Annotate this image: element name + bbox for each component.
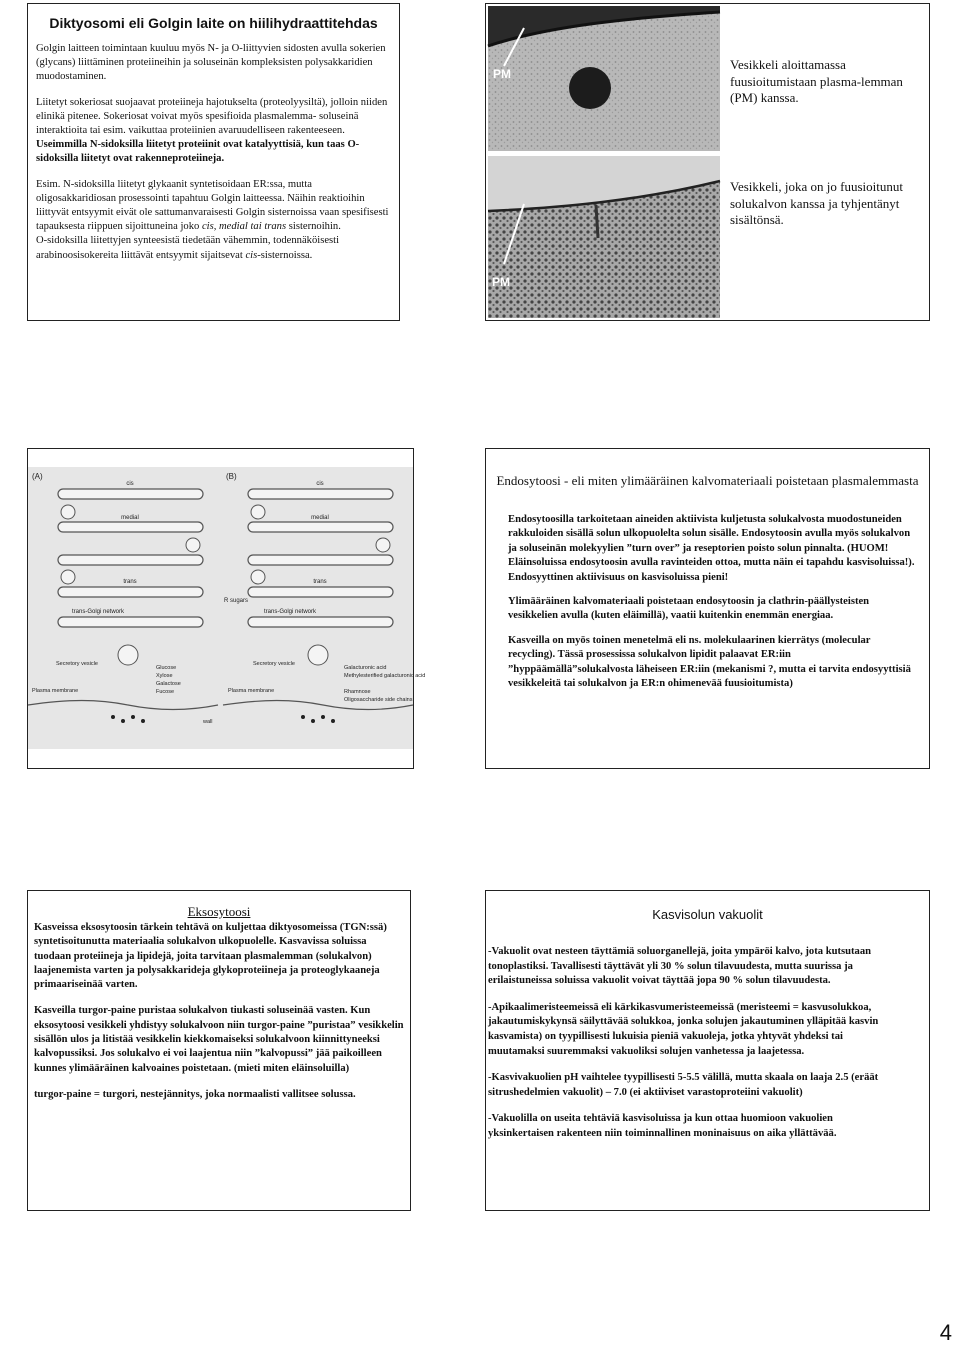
slide-vacuoles [485, 890, 930, 1211]
paragraph: -Kasvivakuolien pH vaihtelee tyypillisesti 5-5.5 välillä, mutta skaala on laaja 2.5 (eräät sitrushedelmien vakuolit) – 7.0 (ei aktiiviset varastoproteiini vakuolit) [488, 1072, 879, 1098]
paragraph-text: Esim. N-sidoksilla liitetyt glykaanit syntetisoidaan ER:ssa, mutta oligosakkaridiosan prosessointi tapahtuu Golgin laitteessa. Näihin reaktioihin liittyvät entsyymit eivät ole sattumanvaraisesti Golgin sisternoissa vaan spesifisesti tapauksesta riippuen sijoittuneina joko [36, 178, 389, 233]
paragraph: Ylimääräinen kalvomateriaali poistetaan endosytoosin ja clathrin-päällysteisten vesikkelien avulla (kuten eläimillä), vaatii kuitenkin enemmän energiaa. [508, 596, 870, 622]
paragraph-italic-text: cis, medial tai trans [201, 221, 287, 233]
caption-fused-vesicle: Vesikkeli, joka on jo fuusioitunut solukalvon kanssa ja tyhjentänyt sisältönsä. [730, 179, 903, 227]
slide-endocytosis [485, 448, 930, 769]
cisterna-label: cis [316, 481, 324, 487]
vesicle-shape [569, 67, 611, 109]
legend-item: Glucose [156, 665, 177, 671]
slide-vesicle-photos [485, 3, 930, 321]
paragraph: Endosytoosilla tarkoitetaan aineiden aktiivista kuljetusta solukalvosta muodostuneiden rakkuloiden sisällä solun ulkopuolelta solun sisälle. Endosytoosin avulla myös solukalvon ja soluseinän molekyylien ”turn over” ja reseptorien poisto solun pinnalta. (HUOM! Eläinsoluissa endosytoosin avulla ravinteiden ottoa, mutta näin ei tapahdu kasvisoluissa!). Endosyyttinen aktiivisuus on kasvisoluissa pieni! [508, 514, 915, 583]
cisterna-label: cis [126, 481, 134, 487]
slide-body [488, 945, 899, 1154]
slide-body [34, 921, 404, 1114]
paragraph-text: Liitetyt sokeriosat suojaavat proteiineja hajotukselta (proteolyysiltä), jolloin niiden elinikä pitenee. Sokeriosat voivat myös spesifioida plasmalemma- soluseinä interaktioita tai esim. vaikuttaa proteiinien avaruudelliseen rakenteeseen. [36, 96, 388, 137]
panel-label: (B) [226, 472, 237, 481]
sugar-label: R sugars [223, 598, 249, 604]
paragraph: Kasveilla on myös toinen menetelmä eli ns. molekulaarinen kierrätys (molecular recycling). Tässä prosessissa solukalvon lipidit palaavat ER:iin ”hyppäämällä”solukalvosta läheiseen ER:iin (mekanismi ?, mutta ei tarvita endosyyttisiä vesikkeleitä tai solukalvon ja ER:n ohimenevää fuusioitumista) [508, 634, 911, 690]
legend-item: Rhamnose [344, 689, 371, 695]
golgi-diagram [28, 467, 426, 749]
vesicle-label: Secretory vesicle [253, 661, 295, 667]
paragraph-bold-text: Useimmilla N-sidoksilla liitetyt proteiinit ovat katalyyttisiä, kun taas O-sidoksilla liitetyt ovat rakenneproteiineja. [36, 139, 360, 165]
paragraph: -Apikaalimeristeemeissä eli kärkikasvumeristeemeissä (meristeemi = kasvusolukkoa, jakautumiskykynsä säilyttävää solukkoa, jonka solujen jakautuminen ylläpitää kasvin kasvamista) on tyypillisesti lukuisia pieniä vakuoleja, jotka yhtyvät yhdeksi tai muutamaksi suuremmaksi vakuoliksi solujen vanhetessa ja laajetessa. [488, 1001, 879, 1057]
membrane-label: Plasma membrane [32, 688, 79, 694]
legend-item: Galactose [156, 681, 181, 687]
electron-micrograph [488, 6, 720, 318]
legend-item: Fucose [156, 689, 175, 695]
legend-item: Galacturonic acid [344, 665, 387, 671]
paragraph-text: sisternoihin. [286, 221, 341, 233]
slide-title: Endosytoosi - eli miten ylimääräinen kalvomateriaali poistetaan plasmalemmasta [496, 473, 919, 488]
membrane-label: Plasma membrane [228, 688, 275, 694]
paragraph [36, 96, 391, 167]
legend-item: Xylose [156, 673, 173, 679]
vesicle-label: Secretory vesicle [56, 661, 98, 667]
slide-title: Eksosytoosi [187, 904, 251, 919]
paragraph-text: -sisternoissa. [257, 249, 313, 261]
pm-label: PM [492, 275, 510, 289]
cisterna-label: medial [311, 515, 329, 521]
paragraph-text: O-sidoksilla liitettyjen synteesistä tiedetään vähemmin, todennäköisesti arabinoosisokereita liittävät entsyymit sijaitsevat [36, 235, 340, 261]
paragraph [36, 178, 391, 235]
paragraph-italic-text: cis [245, 249, 258, 261]
paragraph [36, 234, 391, 262]
legend-item: Oligosaccharide side chains [344, 697, 413, 703]
cisterna-label: trans [313, 579, 327, 585]
slide-title: Diktyosomi eli Golgin laite on hiilihydraattitehdas [49, 15, 378, 31]
paragraph: Golgin laitteen toimintaan kuuluu myös N- ja O-liittyvien sidosten avulla sokerien (glycans) liittäminen proteiineihin ja soluseinän kompleksisten polysakkaridien muodostaminen. [36, 43, 386, 83]
slide-golgi-diagram [27, 448, 426, 769]
caption-fusing-vesicle: Vesikkeli aloittamassa fuusioitumistaan plasma-lemman (PM) kanssa. [730, 57, 903, 105]
page-number: 4 [939, 1320, 952, 1345]
network-label: trans-Golgi network [71, 609, 125, 615]
pm-label: PM [493, 67, 511, 81]
slide-exocytosis [27, 890, 411, 1211]
wall-label: wall [203, 719, 213, 725]
cisterna-label: medial [121, 515, 139, 521]
slide-title: Kasvisolun vakuolit [652, 907, 763, 922]
cisterna-label: trans [123, 579, 137, 585]
paragraph: turgor-paine = turgori, nestejännitys, joka normaalisti vallitsee solussa. [34, 1088, 356, 1100]
paragraph: Kasveissa eksosytoosin tärkein tehtävä on kuljettaa diktyosomeissa (TGN:ssä) syntetisoitunutta materiaalia solukalvon ulkopuolelle. Kasvavissa soluissa tuodaan proteiineja ja lipidejä, joita tarvitaan plasmalemman (solukalvon) laajenemista varten ja polysakkarideja glykoproteiineja ja proteoglykaaneja primaariseinää varten. [34, 922, 387, 991]
paragraph: Kasveilla turgor-paine puristaa solukalvon tiukasti soluseinää vasten. Kun eksosytoosi vesikkeli yhdistyy solukalvoon niin turgor-paine ”puristaa” vesikkelin sisällön ulos ja litistää vesikkelin kiekkomaiseksi solukalvoon kiinnittyneeksi kalvopussiksi. Jos solukalvo ei voi laajentua niin ”kalvopussi” jää paikoilleen kunnes ylimääräinen kalvoaines poistetaan. (mieti miten eläinsoluilla) [34, 1005, 404, 1074]
network-label: trans-Golgi network [263, 609, 317, 615]
legend-item: Methylesterified galacturonic acid [344, 673, 426, 679]
paragraph: -Vakuolilla on useita tehtäviä kasvisoluissa ja kun ottaa huomioon vakuolien yksinkertaisen rakenteen niin toiminnallinen moninaisuus on aika yllättävää. [488, 1113, 837, 1139]
slide-body [36, 42, 391, 274]
slide-body [508, 513, 915, 701]
paragraph: -Vakuolit ovat nesteen täyttämiä soluorganellejä, joita ympäröi kalvo, jota kutsutaan tonoplastiksi. Tavallisesti täyttävät yli 30 % solun tilavuudesta, mutta suurissa ja erilaistuneissa soluissa vakuolit voivat täyttää jopa 90 % solun tilavuudesta. [488, 946, 872, 987]
panel-label: (A) [32, 472, 43, 481]
slide-golgi [27, 3, 400, 321]
